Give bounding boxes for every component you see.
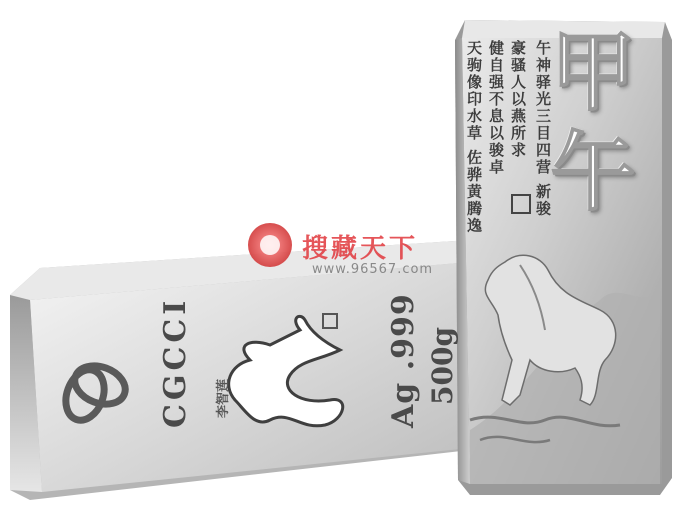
watermark-name: 搜藏天下 (302, 234, 419, 264)
title-char-wu: 午 (550, 123, 636, 223)
brand-engraving: CGCCI (158, 296, 193, 428)
artist-signature: 李智莲 (216, 378, 231, 418)
weight-engraving: 500g (426, 326, 459, 405)
poem-column: 豪骚人以燕所求 (509, 40, 527, 159)
poem-column: 天驹像印水草 佐骅黄腾逸 (465, 40, 483, 235)
poem-column: 午神驿光三目四营 新骏 (534, 40, 552, 218)
purity-engraving: Ag .999 (386, 293, 421, 428)
poem-column: 健自强不息以骏卓 (487, 40, 505, 176)
title-char-jia: 甲 (550, 23, 636, 123)
watermark-logo (248, 223, 292, 267)
watermark-url: www.96567.com (312, 262, 434, 277)
